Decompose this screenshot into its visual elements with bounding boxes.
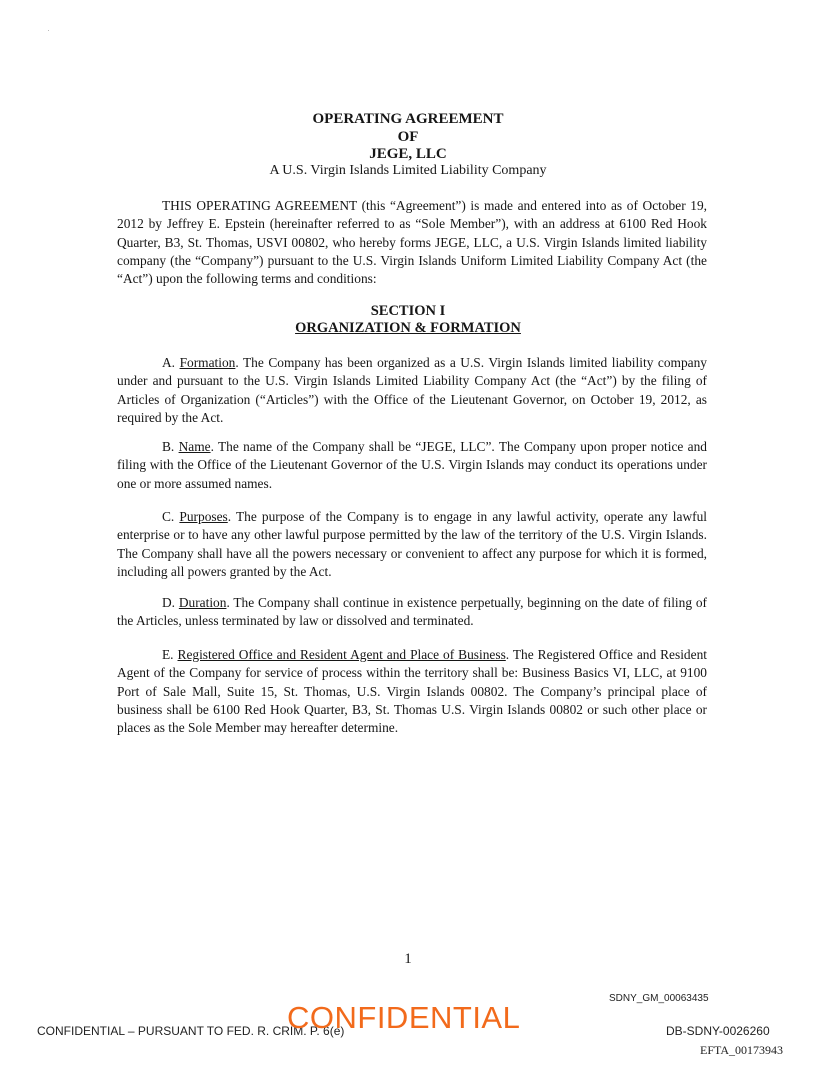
clause-e-text: . The Registered Office and Resident Agent of the Company for service of process within the territory shall be: Business Basics VI, LLC, at 9100 Port of Sale Mall, Suite 15, St. Thomas, U.S. Virgin Islands 00802. The Company’s principal place of business shall be 6100 Red Hook Quarter, B3, St. Thomas U.S. Virgin Islands 00802 or such other place or places as the Sole Member may hereafter determine. — [117, 647, 707, 736]
clause-b-letter: B. — [162, 439, 175, 454]
clause-a — [117, 354, 707, 427]
scan-speck — [48, 30, 49, 31]
confidential-notice: CONFIDENTIAL – PURSUANT TO FED. R. CRIM. P. 6(e) — [37, 1024, 345, 1038]
section-number: SECTION I — [370, 303, 446, 319]
section-heading — [0, 320, 816, 337]
clause-d — [117, 594, 707, 631]
clause-b-heading: Name — [178, 439, 211, 454]
bates-number-top: SDNY_GM_00063435 — [609, 993, 709, 1004]
clause-c — [117, 508, 707, 581]
page-number: 1 — [404, 951, 412, 967]
efta-number: EFTA_00173943 — [700, 1043, 784, 1057]
clause-d-text: . The Company shall continue in existence perpetually, beginning on the date of filing of the Articles, unless terminated by law or dissolved and terminated. — [117, 595, 707, 629]
intro-paragraph: THIS OPERATING AGREEMENT (this “Agreement”) is made and entered into as of October 19, 2012 by Jeffrey E. Epstein (hereinafter referred to as “Sole Member”), with an address at 6100 Red Hook Quarter, B3, St. Thomas, USVI 00802, who hereby forms JEGE, LLC, a U.S. Virgin Islands limited liability company (the “Company”) pursuant to the U.S. Virgin Islands Uniform Limited Liability Company Act (the “Act”) upon the following terms and conditions: — [117, 198, 707, 287]
bates-number-bottom: DB-SDNY-0026260 — [666, 1024, 770, 1038]
clause-b-text: . The name of the Company shall be “JEGE, LLC”. The Company upon proper notice and filing with the Office of the Lieutenant Governor of the U.S. Virgin Islands may conduct its operations under one or more assumed names. — [117, 439, 707, 491]
clause-c-text: . The purpose of the Company is to engage in any lawful activity, operate any lawful enterprise or to have any other lawful purpose permitted by the law of the territory of the U.S. Virgin Islands. The Company shall have all the powers necessary or convenient to affect any purpose for which it is formed, including all powers granted by the Act. — [117, 509, 707, 579]
clause-a-letter: A. — [162, 355, 176, 370]
clause-c-letter: C. — [162, 509, 175, 524]
clause-e-heading: Registered Office and Resident Agent and Place of Business — [177, 647, 506, 662]
doc-subtitle: A U.S. Virgin Islands Limited Liability Company — [269, 163, 547, 178]
section-heading-text: ORGANIZATION & FORMATION — [295, 320, 521, 336]
confidential-stamp: CONFIDENTIAL — [287, 1000, 521, 1035]
clause-e — [117, 646, 707, 737]
clause-a-text: . The Company has been organized as a U.S. Virgin Islands limited liability company under and pursuant to the U.S. Virgin Islands Limited Liability Company Act (the “Act”) by the filing of Articles of Organization (“Articles”) with the Office of the Lieutenant Governor, on October 19, 2012, as required by the Act. — [117, 355, 707, 425]
doc-title-line1: OPERATING AGREEMENT — [312, 111, 504, 127]
clause-d-letter: D. — [162, 595, 176, 610]
clause-e-letter: E. — [162, 647, 174, 662]
doc-title-line3: JEGE, LLC — [369, 146, 447, 162]
clause-a-heading: Formation — [179, 355, 236, 370]
clause-d-heading: Duration — [178, 595, 227, 610]
doc-title-line2: OF — [397, 129, 419, 145]
clause-c-heading: Purposes — [179, 509, 228, 524]
clause-b — [117, 438, 707, 493]
